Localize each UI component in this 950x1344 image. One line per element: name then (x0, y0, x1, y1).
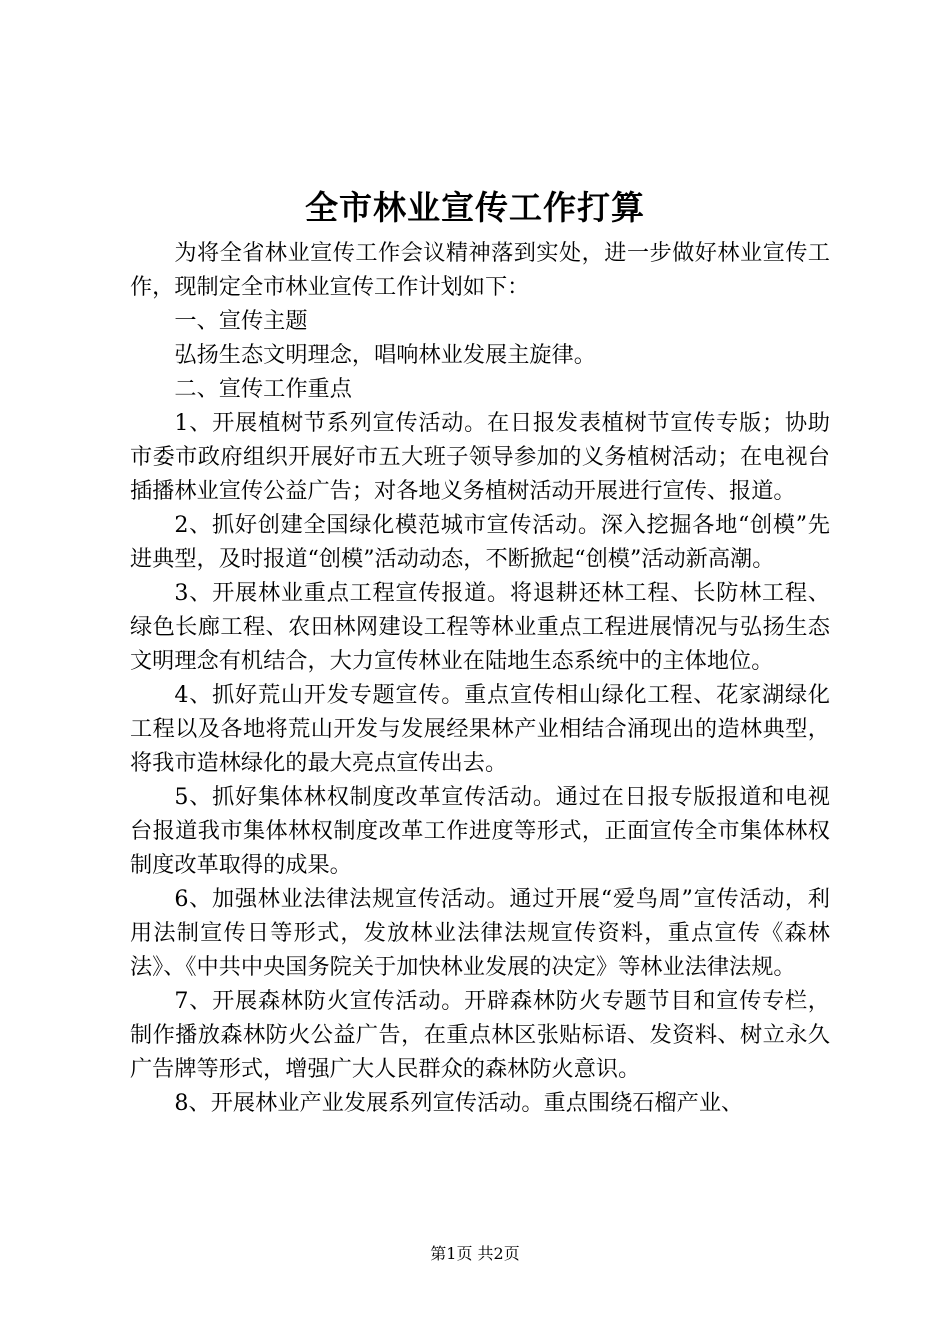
paragraph-item-3: 3、开展林业重点工程宣传报道。将退耕还林工程、长防林工程、绿色长廊工程、农田林网建设工程等林业重点工程进展情况与弘扬生态文明理念有机结合，大力宣传林业在陆地生态系统中的主体地位。 (130, 580, 830, 674)
paragraph-theme: 弘扬生态文明理念，唱响林业发展主旋律。 (174, 342, 596, 368)
paragraph-item-7: 7、开展森林防火宣传活动。开辟森林防火专题节目和宣传专栏，制作播放森林防火公益广告，在重点林区张贴标语、发资料、树立永久广告牌等形式，增强广大人民群众的森林防火意识。 (130, 988, 830, 1082)
paragraph-intro: 为将全省林业宣传工作会议精神落到实处，进一步做好林业宣传工作，现制定全市林业宣传工作计划如下： (130, 240, 830, 300)
paragraph-item-5: 5、抓好集体林权制度改革宣传活动。通过在日报专版报道和电视台报道我市集体林权制度改革工作进度等形式，正面宣传全市集体林权制度改革取得的成果。 (130, 784, 830, 878)
section-heading-focus: 二、宣传工作重点 (174, 376, 352, 402)
page-number-footer: 第1页 共2页 (430, 1244, 520, 1263)
paragraph-item-6: 6、加强林业法律法规宣传活动。通过开展“爱鸟周”宣传活动，利用法制宣传日等形式，发放林业法律法规宣传资料，重点宣传《森林法》、《中共中央国务院关于加快林业发展的决定》等林业法律法规。 (130, 886, 830, 980)
paragraph-item-4: 4、抓好荒山开发专题宣传。重点宣传相山绿化工程、花家湖绿化工程以及各地将荒山开发与发展经果林产业相结合涌现出的造林典型，将我市造林绿化的最大亮点宣传出去。 (130, 682, 830, 776)
section-heading-theme: 一、宣传主题 (174, 308, 308, 334)
document-body (130, 236, 830, 1120)
paragraph-item-1: 1、开展植树节系列宣传活动。在日报发表植树节宣传专版；协助市委市政府组织开展好市五大班子领导参加的义务植树活动；在电视台插播林业宣传公益广告；对各地义务植树活动开展进行宣传、报道。 (130, 410, 830, 504)
paragraph-item-8: 8、开展林业产业发展系列宣传活动。重点围绕石榴产业、 (174, 1090, 744, 1116)
paragraph-item-2: 2、抓好创建全国绿化模范城市宣传活动。深入挖掘各地“创模”先进典型，及时报道“创模”活动动态，不断掀起“创模”活动新高潮。 (130, 512, 830, 572)
document-title: 全市林业宣传工作打算 (305, 188, 645, 227)
